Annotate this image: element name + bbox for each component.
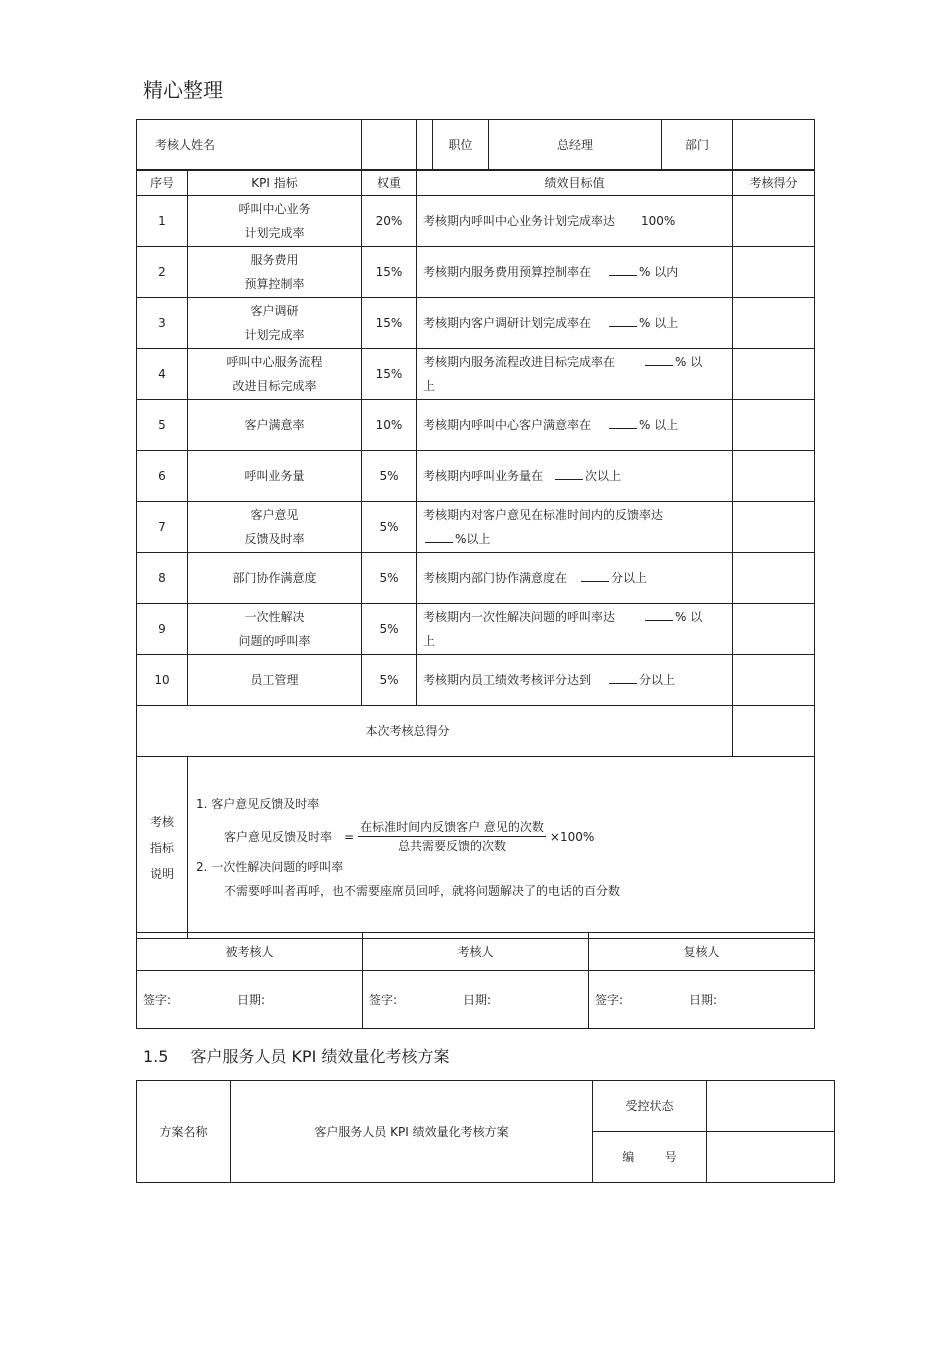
- target-text: 考核期内服务费用预算控制率在: [423, 265, 592, 279]
- examinee-sign-cell[interactable]: [137, 971, 363, 1029]
- note-item-2: 2. 一次性解决问题的呼叫率: [196, 860, 344, 874]
- target-suffix: % 以: [675, 355, 703, 369]
- fill-blank[interactable]: [645, 608, 673, 621]
- kpi-line: 部门协作满意度: [232, 571, 317, 585]
- kpi-line: 客户调研: [250, 304, 299, 318]
- row-target: [417, 298, 733, 349]
- target-text: 考核期内部门协作满意度在: [423, 571, 568, 585]
- notes-row: [137, 757, 815, 939]
- date-label: 日期:: [463, 992, 492, 1007]
- row-weight: 5%: [362, 655, 417, 706]
- fill-blank[interactable]: [609, 416, 637, 429]
- table-row: [137, 604, 815, 655]
- row-no: 5: [137, 400, 188, 451]
- kpi-line: 客户意见: [250, 508, 299, 522]
- kpi-line: 员工管理: [250, 673, 299, 687]
- col-no: 序号: [137, 170, 188, 196]
- row-target: [417, 196, 733, 247]
- note-item-1: 1. 客户意见反馈及时率: [196, 797, 320, 811]
- row-kpi: [188, 655, 362, 706]
- notes-label-line: 考核: [149, 814, 174, 829]
- target-text: 考核期内呼叫中心业务计划完成率达: [423, 214, 616, 228]
- target-text: 考核期内服务流程改进目标完成率在: [423, 355, 616, 369]
- target-suffix: % 以上: [639, 316, 679, 330]
- plan-table: [136, 1080, 835, 1183]
- examinee-header: 被考核人: [137, 933, 363, 971]
- target-wrap: 上: [423, 379, 436, 393]
- target-text: 考核期内一次性解决问题的呼叫率达: [423, 610, 616, 624]
- section-heading: [143, 1044, 472, 1067]
- kpi-line: 计划完成率: [244, 226, 305, 240]
- kpi-line: 计划完成率: [244, 328, 305, 342]
- name-label: 考核人姓名: [155, 138, 216, 152]
- kpi-table: [136, 119, 815, 171]
- section-title: 客户服务人员 KPI 绩效量化考核方案: [190, 1047, 450, 1066]
- table-row: [137, 553, 815, 604]
- header-row: [137, 120, 815, 171]
- row-weight: 5%: [362, 451, 417, 502]
- examiner-header: 考核人: [363, 933, 589, 971]
- row-target: [417, 502, 733, 553]
- target-suffix: % 以上: [639, 418, 679, 432]
- row-score[interactable]: [733, 247, 815, 298]
- examiner-sign-cell[interactable]: [363, 971, 589, 1029]
- kpi-detail-table: [136, 169, 815, 939]
- position-label: 职位: [448, 138, 473, 152]
- row-weight: 15%: [362, 349, 417, 400]
- table-row: [137, 502, 815, 553]
- formula-multiplier: ×100%: [549, 829, 595, 844]
- kpi-line: 预算控制率: [244, 277, 305, 291]
- total-label: 本次考核总得分: [137, 706, 733, 757]
- formula: [224, 818, 594, 855]
- target-text: 考核期内客户调研计划完成率在: [423, 316, 592, 330]
- kpi-line: 反馈及时率: [244, 532, 305, 546]
- target-suffix: 分以上: [639, 673, 676, 687]
- row-score[interactable]: [733, 604, 815, 655]
- row-target: [417, 247, 733, 298]
- col-kpi: KPI 指标: [188, 170, 362, 196]
- target-suffix: % 以内: [639, 265, 679, 279]
- row-kpi: [188, 553, 362, 604]
- row-weight: 15%: [362, 247, 417, 298]
- formula-denominator: 总共需要反馈的次数: [397, 839, 506, 853]
- row-no: 1: [137, 196, 188, 247]
- row-score[interactable]: [733, 553, 815, 604]
- fill-blank[interactable]: [609, 263, 637, 276]
- row-no: 9: [137, 604, 188, 655]
- code-value[interactable]: [707, 1132, 835, 1183]
- fill-blank[interactable]: [609, 314, 637, 327]
- notes-label: [137, 757, 188, 939]
- kpi-line: 问题的呼叫率: [238, 634, 311, 648]
- sign-label: 签字:: [143, 992, 172, 1007]
- target-text: 考核期内员工绩效考核评分达到: [423, 673, 592, 687]
- kpi-line: 呼叫中心服务流程: [226, 355, 323, 369]
- row-score[interactable]: [733, 196, 815, 247]
- target-suffix: 分以上: [611, 571, 648, 585]
- target-text: 考核期内呼叫业务量在: [423, 469, 544, 483]
- row-target: [417, 451, 733, 502]
- target-suffix: % 以: [675, 610, 703, 624]
- row-kpi: [188, 502, 362, 553]
- row-kpi: [188, 400, 362, 451]
- col-score: 考核得分: [733, 170, 815, 196]
- col-weight: 权重: [362, 170, 417, 196]
- fill-blank[interactable]: [645, 353, 673, 366]
- row-weight: 5%: [362, 553, 417, 604]
- row-kpi: [188, 247, 362, 298]
- row-kpi: [188, 604, 362, 655]
- row-weight: 20%: [362, 196, 417, 247]
- row-target: [417, 553, 733, 604]
- target-suffix: 次以上: [585, 469, 622, 483]
- target-suffix: %以上: [455, 532, 491, 546]
- note-item-2-desc: 不需要呼叫者再呼，也不需要座席员回呼，就将问题解决了的电话的百分数: [224, 884, 621, 898]
- date-label: 日期:: [237, 992, 266, 1007]
- table-row: [137, 400, 815, 451]
- reviewer-sign-cell[interactable]: [589, 971, 815, 1029]
- total-row: [137, 706, 815, 757]
- row-weight: 5%: [362, 502, 417, 553]
- table-row: [137, 349, 815, 400]
- row-kpi: [188, 349, 362, 400]
- reviewer-header: 复核人: [589, 933, 815, 971]
- row-no: 2: [137, 247, 188, 298]
- row-target: [417, 400, 733, 451]
- plan-name-value: 客户服务人员 KPI 绩效量化考核方案: [231, 1081, 593, 1183]
- notes-label-line: 指标: [149, 840, 174, 855]
- kpi-line: 客户满意率: [244, 418, 305, 432]
- table-row: [137, 298, 815, 349]
- row-kpi: [188, 451, 362, 502]
- target-suffix: 100%: [641, 214, 676, 228]
- row-score[interactable]: [733, 502, 815, 553]
- total-score[interactable]: [733, 706, 815, 757]
- target-wrap: 上: [423, 634, 436, 648]
- table-row: [137, 451, 815, 502]
- formula-eq: =: [344, 829, 355, 844]
- row-target: [417, 349, 733, 400]
- row-no: 8: [137, 553, 188, 604]
- row-target: [417, 604, 733, 655]
- dept-label: 部门: [685, 138, 710, 152]
- row-kpi: [188, 196, 362, 247]
- formula-lhs: 客户意见反馈及时率: [224, 829, 333, 844]
- row-weight: 10%: [362, 400, 417, 451]
- kpi-line: 服务费用: [250, 253, 299, 267]
- fill-blank[interactable]: [609, 671, 637, 684]
- row-score[interactable]: [733, 298, 815, 349]
- target-text: 考核期内呼叫中心客户满意率在: [423, 418, 592, 432]
- date-label: 日期:: [689, 992, 718, 1007]
- column-header-row: [137, 170, 815, 196]
- row-no: 10: [137, 655, 188, 706]
- table-row: [137, 655, 815, 706]
- sign-label: 签字:: [595, 992, 624, 1007]
- target-text: 考核期内对客户意见在标准时间内的反馈率达: [423, 508, 664, 522]
- fill-blank[interactable]: [555, 467, 583, 480]
- formula-numerator: 在标准时间内反馈客户 意见的次数: [358, 818, 546, 837]
- signoff-table: [136, 932, 815, 1029]
- page-title: 精心整理: [143, 78, 223, 102]
- row-score[interactable]: [733, 400, 815, 451]
- section-number: 1.5: [143, 1047, 169, 1066]
- formula-fraction: [358, 818, 546, 855]
- table-row: [137, 196, 815, 247]
- row-no: 6: [137, 451, 188, 502]
- row-score[interactable]: [733, 655, 815, 706]
- kpi-line: 呼叫中心业务: [238, 202, 311, 216]
- col-target: 绩效目标值: [417, 170, 733, 196]
- row-weight: 5%: [362, 604, 417, 655]
- kpi-line: 呼叫业务量: [244, 469, 305, 483]
- row-kpi: [188, 298, 362, 349]
- fill-blank[interactable]: [581, 569, 609, 582]
- kpi-line: 一次性解决: [244, 610, 305, 624]
- row-weight: 15%: [362, 298, 417, 349]
- notes-content: [188, 757, 815, 939]
- notes-label-line: 说明: [149, 866, 174, 881]
- row-score[interactable]: [733, 451, 815, 502]
- control-status-label: 受控状态: [593, 1081, 707, 1132]
- name-value[interactable]: [362, 120, 417, 171]
- row-target: [417, 655, 733, 706]
- code-label: 编 号: [593, 1132, 707, 1183]
- table-row: [137, 247, 815, 298]
- dept-value[interactable]: [733, 120, 815, 171]
- row-score[interactable]: [733, 349, 815, 400]
- fill-blank[interactable]: [425, 530, 453, 543]
- sign-label: 签字:: [369, 992, 398, 1007]
- control-status-value[interactable]: [707, 1081, 835, 1132]
- row-no: 4: [137, 349, 188, 400]
- plan-name-label: 方案名称: [137, 1081, 231, 1183]
- row-no: 3: [137, 298, 188, 349]
- position-value: 总经理: [557, 138, 594, 152]
- row-no: 7: [137, 502, 188, 553]
- kpi-line: 改进目标完成率: [232, 379, 317, 393]
